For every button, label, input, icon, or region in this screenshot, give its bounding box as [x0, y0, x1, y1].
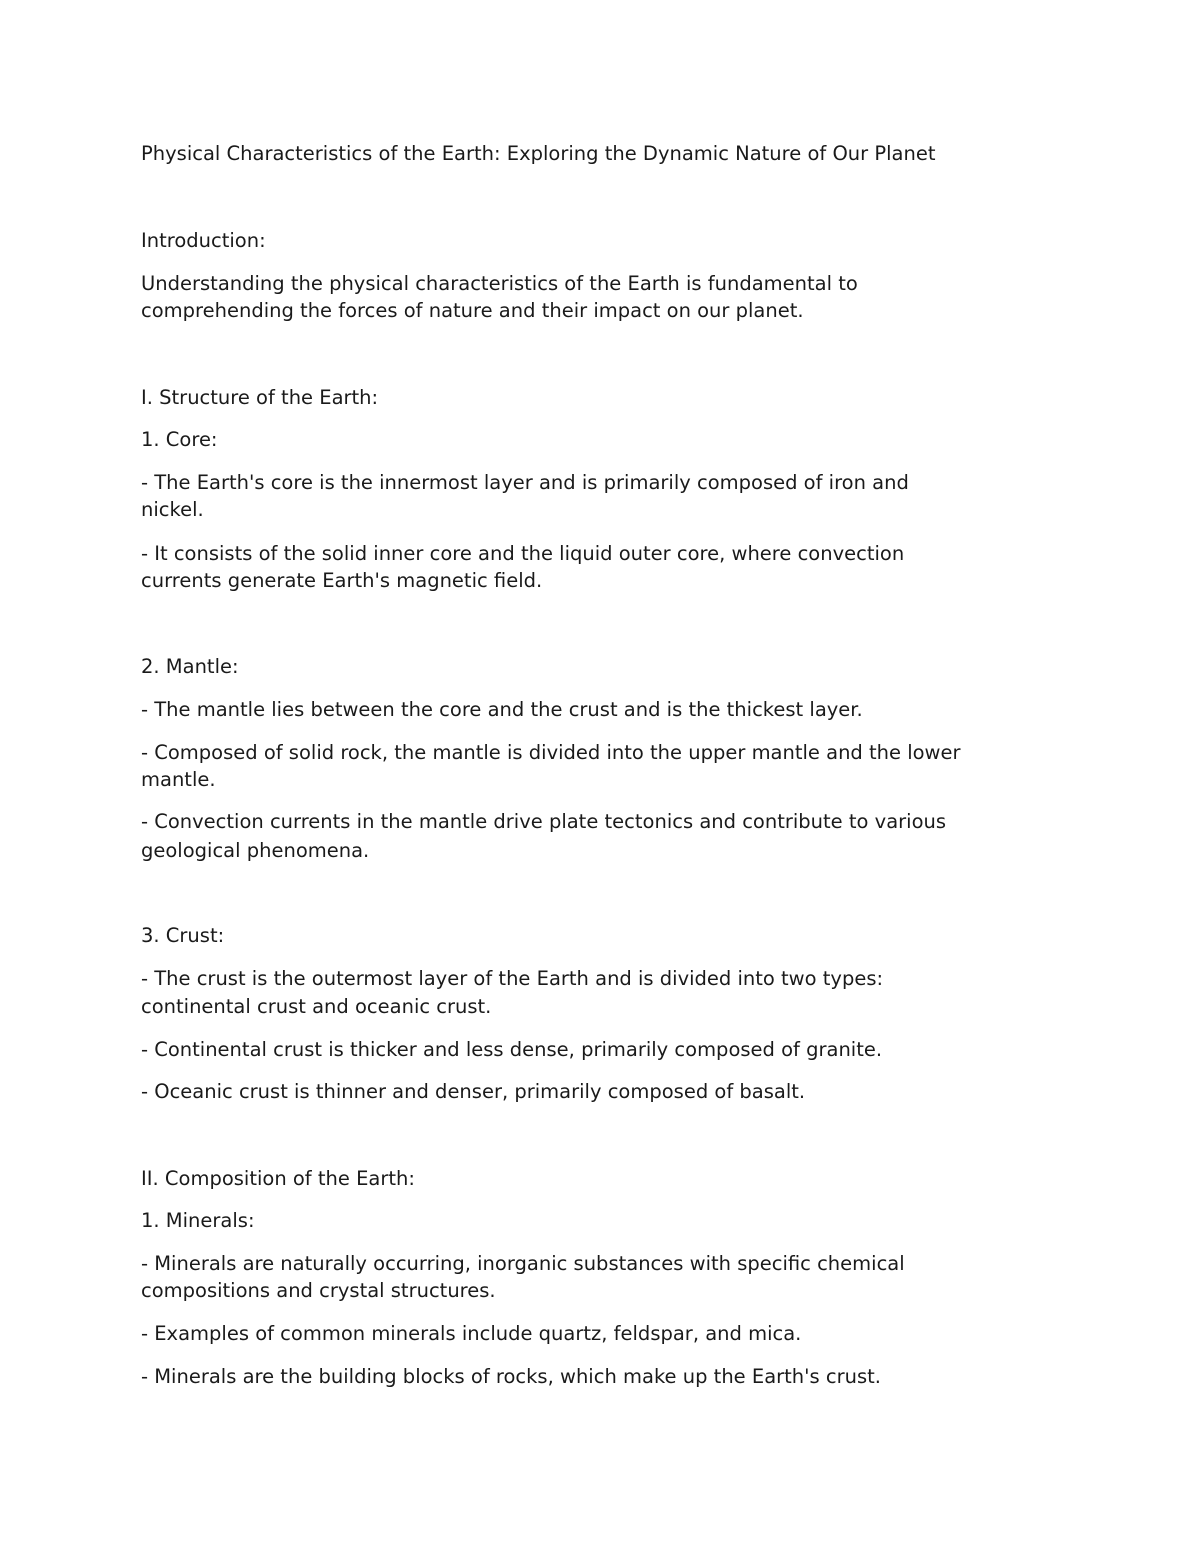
bullet-text-line: - The crust is the outermost layer of the Earth and is divided into two types: — [141, 967, 884, 990]
subheading-minerals: 1. Minerals: — [141, 1209, 255, 1232]
bullet-text-line: - Continental crust is thicker and less dense, primarily composed of granite. — [141, 1038, 883, 1061]
bullet-text-line: geological phenomena. — [141, 839, 370, 862]
bullet-text-line: - Oceanic crust is thinner and denser, primarily composed of basalt. — [141, 1080, 806, 1103]
bullet-text-line: nickel. — [141, 498, 204, 521]
bullet-text-line: - It consists of the solid inner core and the liquid outer core, where convection — [141, 542, 905, 565]
document-title: Physical Characteristics of the Earth: Exploring the Dynamic Nature of Our Planet — [141, 142, 936, 165]
section-heading-structure: I. Structure of the Earth: — [141, 386, 379, 409]
bullet-text-line: - Composed of solid rock, the mantle is divided into the upper mantle and the lower — [141, 741, 961, 764]
intro-heading: Introduction: — [141, 229, 266, 252]
bullet-text-line: - Examples of common minerals include quartz, feldspar, and mica. — [141, 1322, 802, 1345]
bullet-text-line: - Convection currents in the mantle drive plate tectonics and contribute to various — [141, 810, 947, 833]
bullet-text-line: currents generate Earth's magnetic field. — [141, 569, 543, 592]
bullet-text-line: - The mantle lies between the core and the crust and is the thickest layer. — [141, 698, 863, 721]
intro-text-line: Understanding the physical characteristics of the Earth is fundamental to — [141, 272, 858, 295]
bullet-text-line: mantle. — [141, 768, 216, 791]
subheading-core: 1. Core: — [141, 428, 218, 451]
intro-text-line: comprehending the forces of nature and their impact on our planet. — [141, 299, 804, 322]
section-heading-composition: II. Composition of the Earth: — [141, 1167, 415, 1190]
subheading-mantle: 2. Mantle: — [141, 655, 239, 678]
bullet-text-line: compositions and crystal structures. — [141, 1279, 496, 1302]
subheading-crust: 3. Crust: — [141, 924, 225, 947]
bullet-text-line: - The Earth's core is the innermost layer and is primarily composed of iron and — [141, 471, 909, 494]
bullet-text-line: continental crust and oceanic crust. — [141, 995, 492, 1018]
bullet-text-line: - Minerals are naturally occurring, inorganic substances with specific chemical — [141, 1252, 905, 1275]
bullet-text-line: - Minerals are the building blocks of rocks, which make up the Earth's crust. — [141, 1365, 881, 1388]
